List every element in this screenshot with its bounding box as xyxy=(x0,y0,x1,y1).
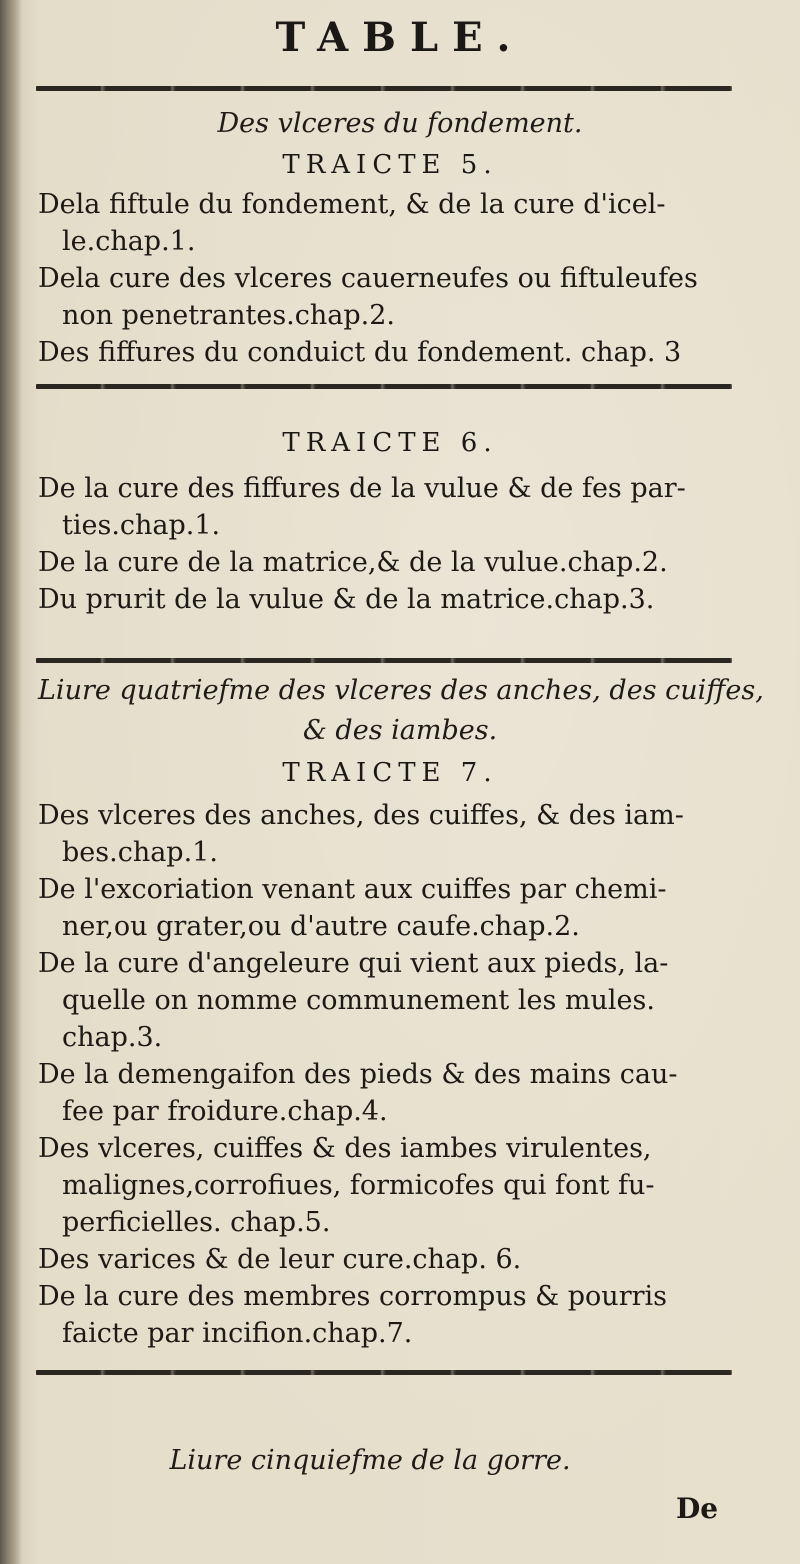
toc-entry-continuation: bes.chap.1. xyxy=(62,837,218,868)
toc-entry-continuation: ner,ou grater,ou d'autre caufe.chap.2. xyxy=(62,911,580,942)
toc-entry: De la cure d'angeleure qui vient aux pieds, la- xyxy=(38,948,669,979)
toc-entry-continuation: chap.3. xyxy=(62,1022,163,1053)
next-book-heading: Liure cinquiefme de la gorre. xyxy=(169,1445,571,1476)
toc-entry: De la cure des fiffures de la vulue & de fes par- xyxy=(38,473,686,504)
toc-entry-continuation: quelle on nomme communement les mules. xyxy=(62,985,655,1016)
toc-entry-continuation: perficielles. chap.5. xyxy=(62,1207,331,1238)
traicte-heading: TRAICTE 7. xyxy=(282,758,498,788)
toc-entry-continuation: malignes,corrofiues, formicofes qui font fu- xyxy=(62,1170,655,1201)
ornamental-rule xyxy=(36,658,732,663)
ornamental-rule xyxy=(36,1370,732,1375)
toc-entry: De la cure de la matrice,& de la vulue.chap.2. xyxy=(38,547,668,578)
toc-entry-continuation: le.chap.1. xyxy=(62,226,196,257)
toc-entry: De l'excoriation venant aux cuiffes par chemi- xyxy=(38,874,667,905)
toc-entry: Du prurit de la vulue & de la matrice.chap.3. xyxy=(38,584,655,615)
section-heading: Des vlceres du fondement. xyxy=(217,108,583,139)
toc-entry: Dela cure des vlceres cauerneufes ou fiftuleufes xyxy=(38,263,698,294)
toc-entry: Des fiffures du conduict du fondement. chap. 3 xyxy=(38,337,682,368)
traicte-heading: TRAICTE 5. xyxy=(282,150,498,180)
toc-entry-continuation: faicte par incifion.chap.7. xyxy=(62,1318,413,1349)
page-header-title: TABLE. xyxy=(275,14,525,61)
book-heading: Liure quatriefme des vlceres des anches, des cuiffes, xyxy=(38,675,764,706)
ornamental-rule xyxy=(36,86,732,91)
book-heading: & des iambes. xyxy=(302,715,498,746)
toc-entry: Des vlceres des anches, des cuiffes, & des iam- xyxy=(38,800,684,831)
toc-entry: Des varices & de leur cure.chap. 6. xyxy=(38,1244,522,1275)
toc-entry: De la cure des membres corrompus & pourris xyxy=(38,1281,668,1312)
catchword: De xyxy=(676,1492,719,1525)
toc-entry: Des vlceres, cuiffes & des iambes virulentes, xyxy=(38,1133,652,1164)
toc-entry: De la demengaifon des pieds & des mains cau- xyxy=(38,1059,678,1090)
toc-entry: Dela fiftule du fondement, & de la cure d'icel- xyxy=(38,189,666,220)
toc-entry-continuation: fee par froidure.chap.4. xyxy=(62,1096,388,1127)
ornamental-rule xyxy=(36,384,732,389)
toc-entry-continuation: non penetrantes.chap.2. xyxy=(62,300,395,331)
traicte-heading: TRAICTE 6. xyxy=(282,428,498,458)
toc-entry-continuation: ties.chap.1. xyxy=(62,510,221,541)
